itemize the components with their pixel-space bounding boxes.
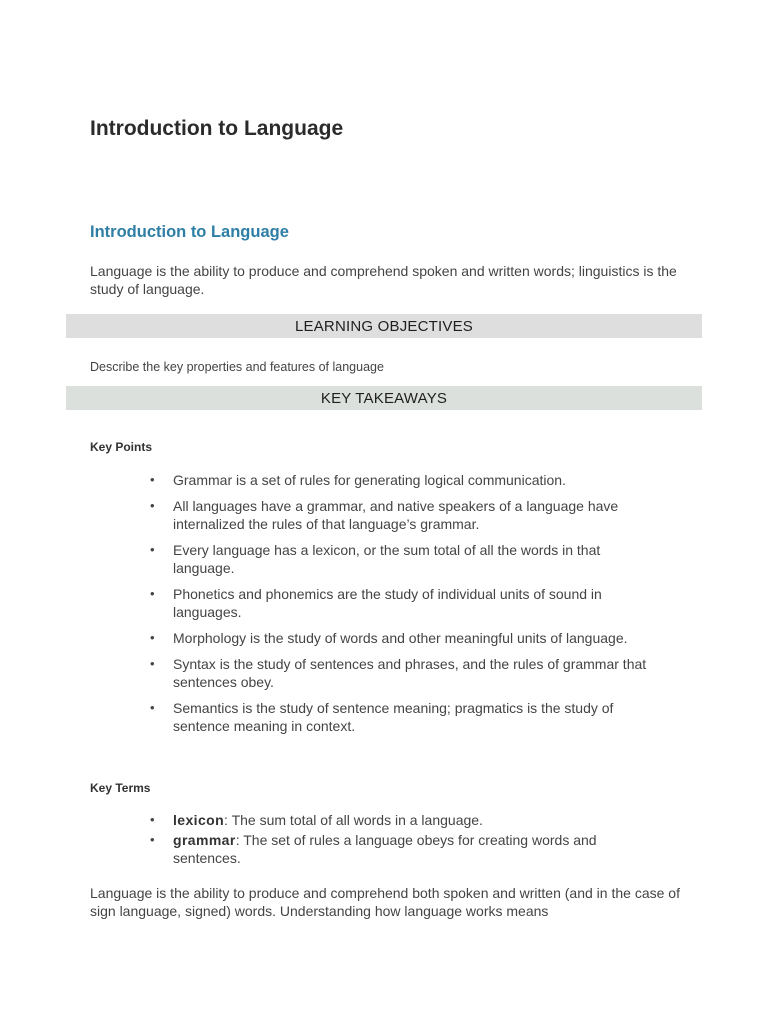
bullet-icon: •: [150, 472, 155, 487]
key-point-text: Morphology is the study of words and other meaningful units of language.: [173, 630, 628, 646]
bullet-icon: •: [150, 586, 155, 601]
bullet-icon: •: [150, 832, 155, 847]
list-item: [150, 471, 660, 489]
key-point-text: All languages have a grammar, and native speakers of a language have internalized the rules of that language’s grammar.: [173, 498, 619, 532]
key-point-text: Every language has a lexicon, or the sum total of all the words in that language.: [173, 542, 601, 576]
key-terms-list: [150, 811, 660, 869]
list-item: [150, 699, 660, 735]
list-item: [150, 541, 660, 577]
intro-paragraph: Language is the ability to produce and comprehend spoken and written words; linguistics is the study of language.: [90, 263, 677, 297]
list-item: [150, 585, 660, 621]
key-point-text: Phonetics and phonemics are the study of individual units of sound in languages.: [173, 586, 602, 620]
list-item: [150, 497, 660, 533]
learning-objectives-banner: LEARNING OBJECTIVES: [66, 314, 702, 338]
key-takeaways-banner: KEY TAKEAWAYS: [66, 386, 702, 410]
document-title: Introduction to Language: [90, 117, 344, 140]
bullet-icon: •: [150, 498, 155, 513]
closing-paragraph: Language is the ability to produce and comprehend both spoken and written (and in the case of sign language, signed) words. Understanding how language works means: [90, 885, 680, 919]
key-term-definition: : The sum total of all words in a language.: [224, 812, 483, 828]
bullet-icon: •: [150, 630, 155, 645]
key-term-definition: : The set of rules a language obeys for creating words and sentences.: [173, 832, 597, 866]
bullet-icon: •: [150, 812, 155, 827]
list-item: [150, 831, 660, 867]
key-points-list: [150, 471, 660, 743]
section-heading: Introduction to Language: [90, 223, 289, 241]
list-item: [150, 655, 660, 691]
key-point-text: Syntax is the study of sentences and phrases, and the rules of grammar that sentences obey.: [173, 656, 647, 690]
bullet-icon: •: [150, 542, 155, 557]
list-item: [150, 811, 660, 829]
key-term: grammar: [173, 832, 236, 848]
key-points-heading: Key Points: [90, 440, 153, 454]
key-term: lexicon: [173, 812, 225, 828]
key-point-text: Grammar is a set of rules for generating logical communication.: [173, 472, 566, 488]
learning-objective-item: Describe the key properties and features of language: [90, 360, 384, 374]
key-point-text: Semantics is the study of sentence meaning; pragmatics is the study of sentence meaning in context.: [173, 700, 614, 734]
list-item: [150, 629, 660, 647]
key-terms-heading: Key Terms: [90, 781, 151, 795]
bullet-icon: •: [150, 656, 155, 671]
bullet-icon: •: [150, 700, 155, 715]
